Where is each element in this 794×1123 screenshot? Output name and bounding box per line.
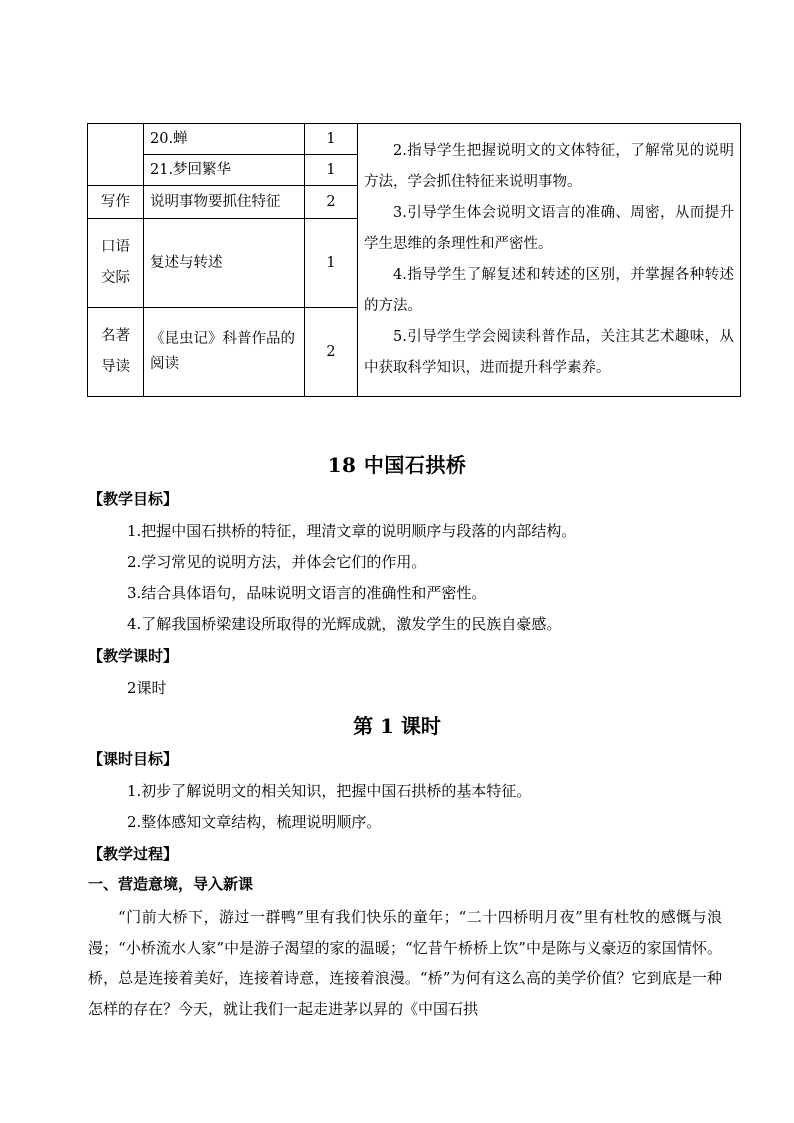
hours-cell: 1 xyxy=(305,124,358,155)
objective-item: 4.了解我国桥梁建设所取得的光辉成就，激发学生的民族自豪感。 xyxy=(127,615,562,633)
period-objective-item: 1.初步了解说明文的相关知识，把握中国石拱桥的基本特征。 xyxy=(127,782,532,800)
type-cell xyxy=(88,124,144,186)
table-row xyxy=(88,124,741,155)
hours-cell: 1 xyxy=(305,219,358,308)
unit-plan-table xyxy=(87,123,741,397)
objectives-heading: 【教学目标】 xyxy=(88,490,179,508)
type-cell: 写作 xyxy=(88,186,144,219)
lesson-name-cell: 21.梦回繁华 xyxy=(144,155,305,186)
lesson-name-cell: 说明事物要抓住特征 xyxy=(144,186,305,219)
process-heading: 【教学过程】 xyxy=(88,845,179,863)
period-objective-item: 2.整体感知文章结构，梳理说明顺序。 xyxy=(127,813,382,831)
step1-heading: 一、营造意境，导入新课 xyxy=(88,875,254,893)
lesson-title: 18 中国石拱桥 xyxy=(327,453,467,477)
hours-cell: 2 xyxy=(305,308,358,397)
hours-text: 2课时 xyxy=(127,679,167,697)
objective-item: 2.学习常见的说明方法，并体会它们的作用。 xyxy=(127,553,427,571)
objective-item: 3.结合具体语句，品味说明文语言的准确性和严密性。 xyxy=(127,584,487,602)
type-cell: 名著 导读 xyxy=(88,308,144,397)
goal-item: 3.引导学生体会说明文语言的准确、周密，从而提升学生思维的条理性和严密性。 xyxy=(364,205,734,252)
goal-item: 2.指导学生把握说明文的文体特征，了解常见的说明方法，学会抓住特征来说明事物。 xyxy=(364,143,734,190)
hours-cell: 1 xyxy=(305,155,358,186)
goals-cell xyxy=(358,124,741,397)
period-title: 第 1 课时 xyxy=(353,714,441,738)
period-objectives-heading: 【课时目标】 xyxy=(88,750,179,768)
lesson-name-cell: 20.蝉 xyxy=(144,124,305,155)
hours-heading: 【教学课时】 xyxy=(88,647,179,665)
intro-paragraph: “门前大桥下，游过一群鸭”里有我们快乐的童年；“二十四桥明月夜”里有杜牧的感慨与浪漫；“小桥流水人家”中是游子渴望的家的温暖；“忆昔午桥桥上饮”中是陈与义豪迈的家国情怀。桥，总是连接着美好，连接着诗意，连接着浪漫。“桥”为何有这么高的美学价值？它到底是一种怎样的存在？今天，就让我们一起走进茅以昇的《中国石拱 xyxy=(88,908,722,1018)
type-cell: 口语 交际 xyxy=(88,219,144,308)
lesson-name-cell: 复述与转述 xyxy=(144,219,305,308)
lesson-name-cell: 《昆虫记》科普作品的阅读 xyxy=(144,308,305,397)
objective-item: 1.把握中国石拱桥的特征，理清文章的说明顺序与段落的内部结构。 xyxy=(127,522,577,540)
hours-cell: 2 xyxy=(305,186,358,219)
goal-item: 4.指导学生了解复述和转述的区别，并掌握各种转述的方法。 xyxy=(364,267,734,314)
goal-item: 5.引导学生学会阅读科普作品，关注其艺术趣味，从中获取科学知识，进而提升科学素养。 xyxy=(364,329,734,376)
